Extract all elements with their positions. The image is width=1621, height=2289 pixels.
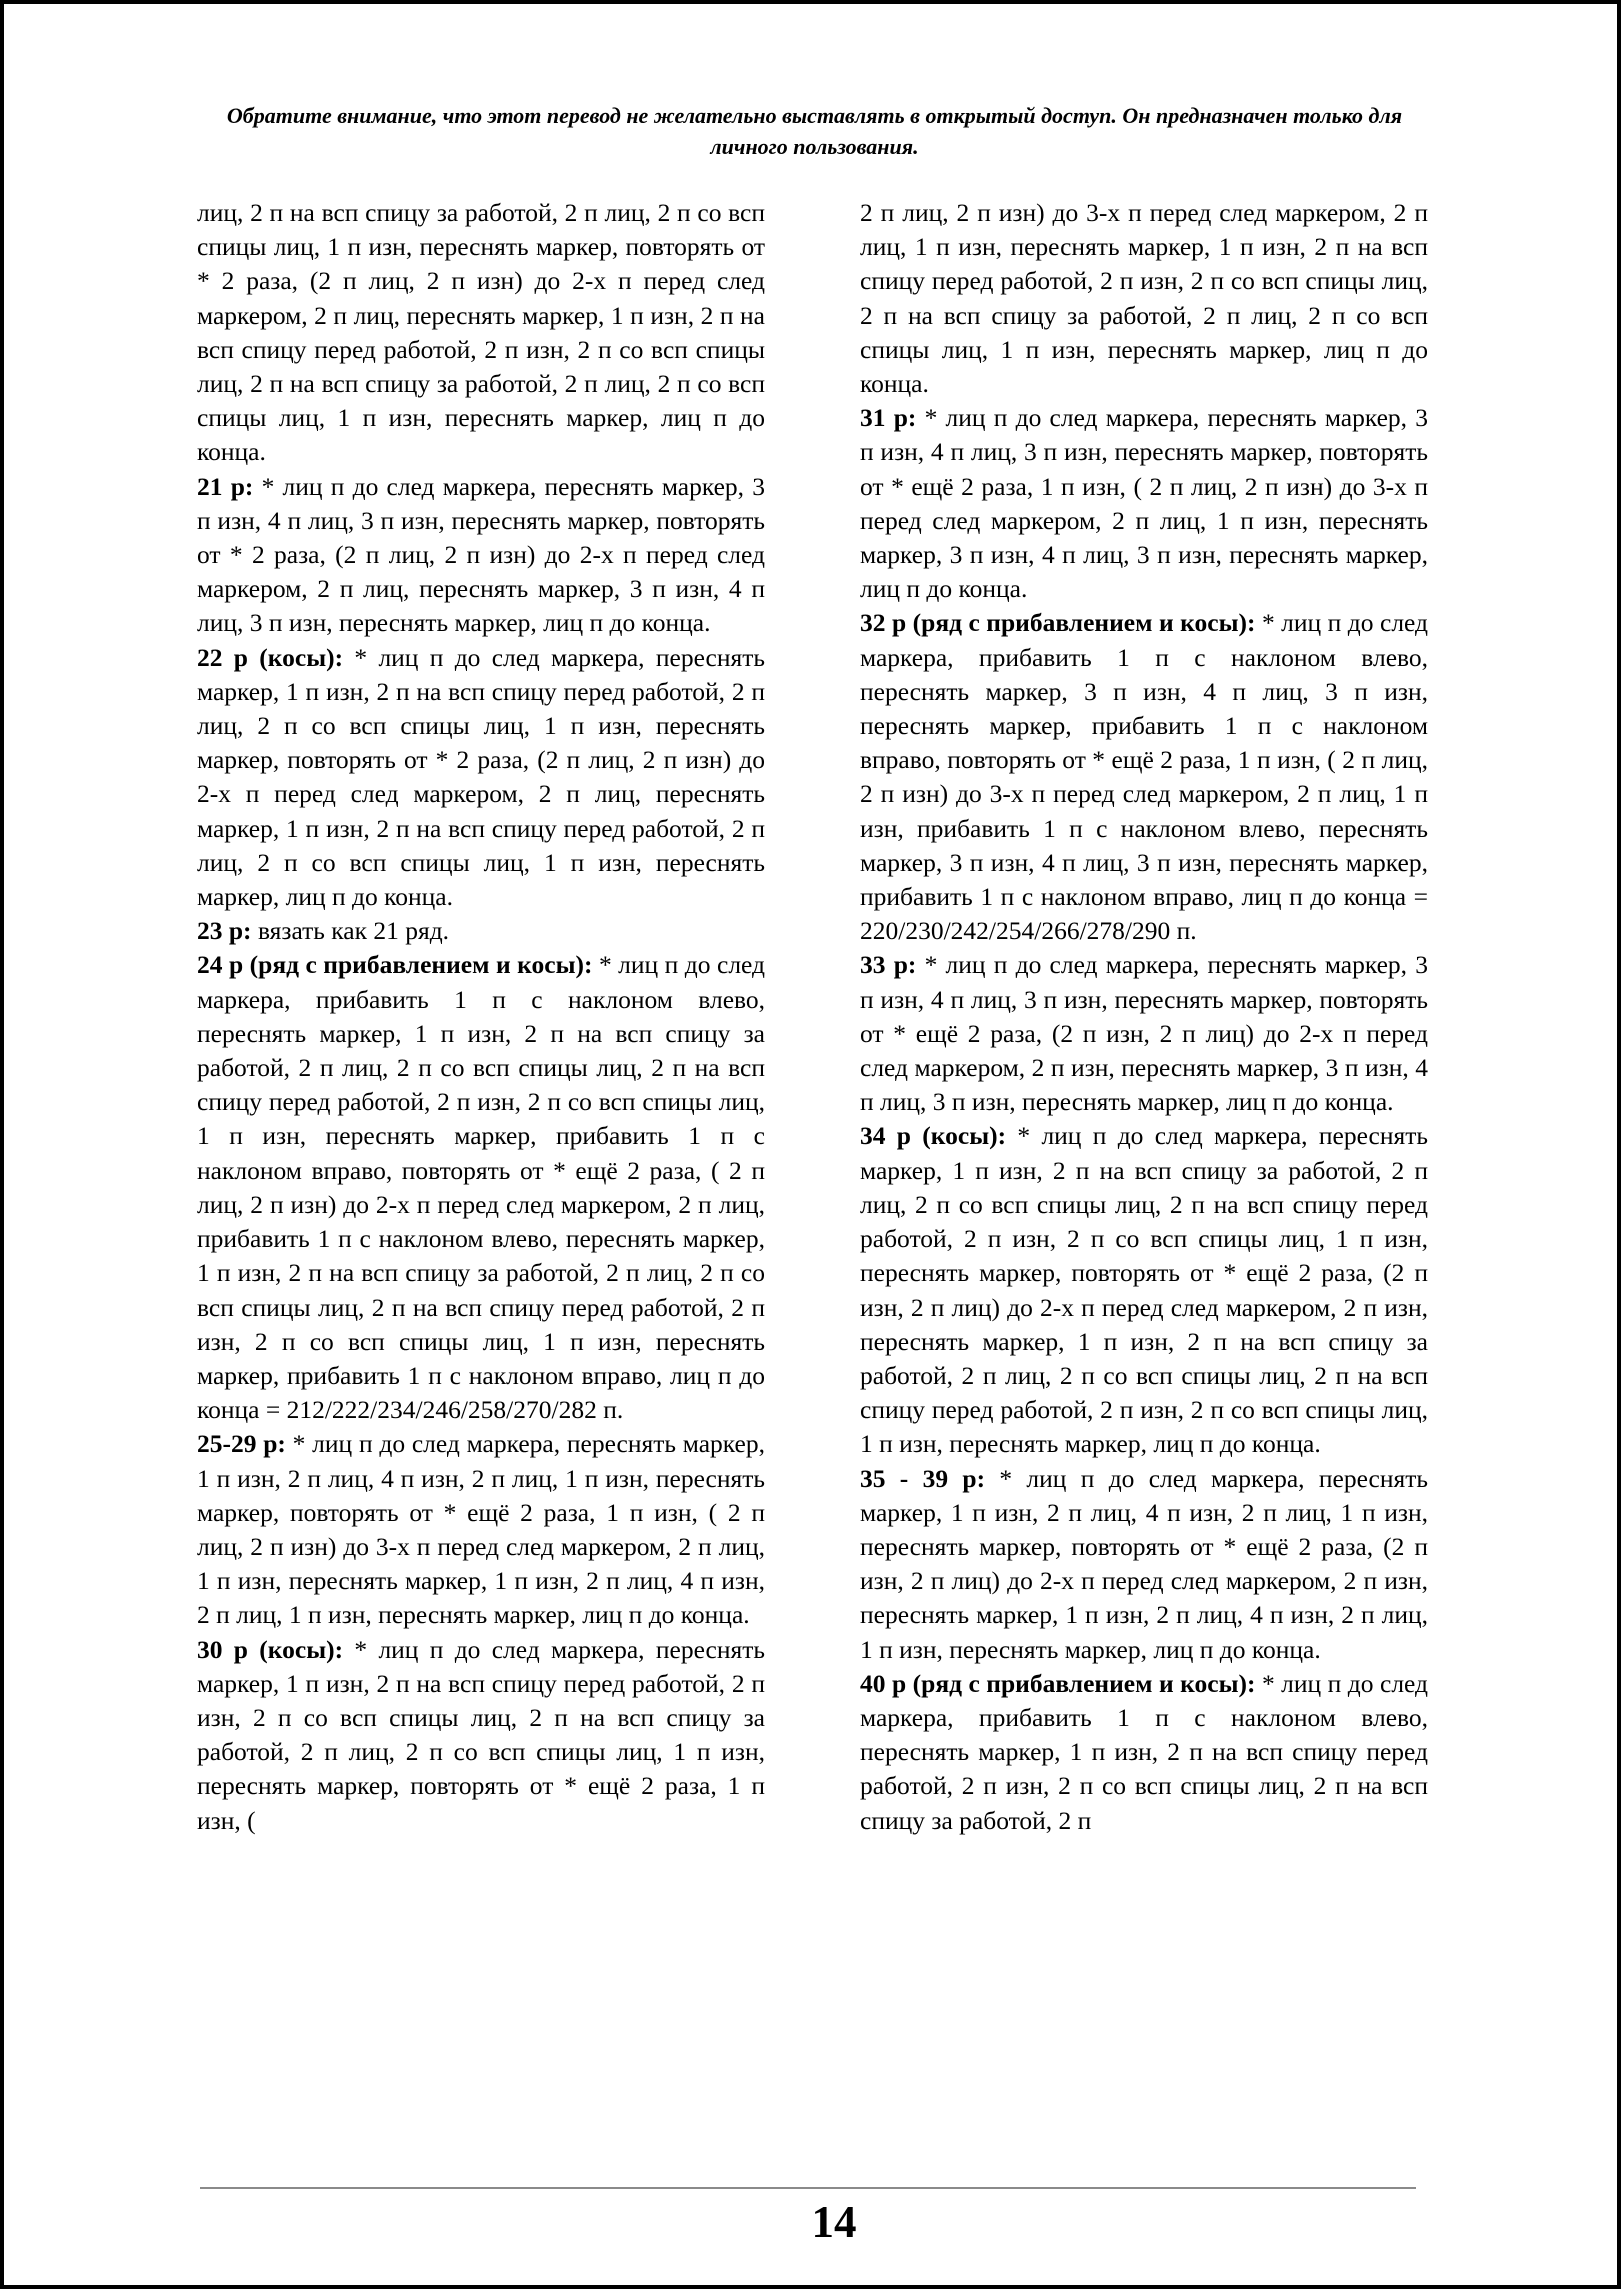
page-number: 14 [811, 2197, 857, 2247]
paragraph [197, 1427, 765, 1632]
paragraph-text: вязать как 21 ряд. [251, 916, 450, 946]
row-label: 34 р (косы): [860, 1121, 1007, 1151]
paragraph [197, 914, 765, 948]
paragraph [197, 948, 765, 1427]
row-label: 40 р (ряд с прибавлением и косы): [860, 1668, 1256, 1698]
paragraph [860, 1462, 1428, 1667]
paragraph [860, 401, 1428, 606]
paragraph-text: * лиц п до след маркера, переснять маркер, 3 п изн, 4 п лиц, 3 п изн, переснять маркер, повторять от * ещё 2 раза, 1 п изн, ( 2 п лиц, 2 п изн) до 3-х п перед след маркером, 2 п лиц, 1 п изн, переснять маркер, 3 п изн, 4 п лиц, 3 п изн, переснять маркер, лиц п до конца. [860, 403, 1429, 604]
header-notice: Обратите внимание, что этот перевод не желательно выставлять в открытый доступ. Он предназначен только для личного пользования. [226, 103, 1403, 159]
left-column [197, 196, 765, 1838]
paragraph-text: * лиц п до след маркера, прибавить 1 п с наклоном влево, переснять маркер, 1 п изн, 2 п на всп спицу за работой, 2 п лиц, 2 п со всп спицы лиц, 2 п на всп спицу перед работой, 2 п изн, 2 п со всп спицы лиц, 1 п изн, переснять маркер, прибавить 1 п с наклоном вправо, повторять от * ещё 2 раза, ( 2 п лиц, 2 п изн) до 2-х п перед след маркером, 2 п лиц, прибавить 1 п с наклоном влево, переснять маркер, 1 п изн, 2 п на всп спицу за работой, 2 п лиц, 2 п со всп спицы лиц, 2 п на всп спицу перед работой, 2 п изн, 2 п со всп спицы лиц, 1 п изн, переснять маркер, прибавить 1 п с наклоном вправо, лиц п до конца = 212/222/234/246/258/270/282 п. [197, 950, 766, 1425]
paragraph-text: * лиц п до след маркера, переснять маркер, 1 п изн, 2 п лиц, 4 п изн, 2 п лиц, 1 п изн, переснять маркер, повторять от * ещё 2 раза, (2 п изн, 2 п лиц) до 2-х п перед след маркером, 2 п изн, переснять маркер, 1 п изн, 2 п лиц, 4 п изн, 2 п лиц, 1 п изн, переснять маркер, лиц п до конца. [860, 1463, 1428, 1664]
paragraph-text: * лиц п до след маркера, переснять маркер, 3 п изн, 4 п лиц, 3 п изн, переснять маркер, повторять от * 2 раза, (2 п лиц, 2 п изн) до 2-х п перед след маркером, 2 п лиц, переснять маркер, 3 п изн, 4 п лиц, 3 п изн, переснять маркер, лиц п до конца. [197, 471, 766, 638]
row-label: 32 р (ряд с прибавлением и косы): [860, 608, 1256, 638]
row-label: 33 р: [860, 950, 917, 980]
paragraph-text: * лиц п до след маркера, переснять маркер, 1 п изн, 2 п на всп спицу перед работой, 2 п изн, 2 п со всп спицы лиц, 2 п на всп спицу за работой, 2 п лиц, 2 п со всп спицы лиц, 1 п изн, переснять маркер, повторять от * ещё 2 раза, 1 п изн, ( [197, 1634, 765, 1835]
paragraph [860, 196, 1428, 401]
row-label: 21 р: [197, 471, 254, 501]
paragraph [860, 1119, 1428, 1461]
row-label: 30 р (косы): [197, 1634, 344, 1664]
row-label: 31 р: [860, 403, 917, 433]
row-label: 23 р: [197, 916, 252, 946]
row-label: 24 р (ряд с прибавлением и косы): [197, 950, 593, 980]
footer-divider [200, 2187, 1416, 2189]
paragraph-text: * лиц п до след маркера, прибавить 1 п с наклоном влево, переснять маркер, 1 п изн, 2 п на всп спицу перед работой, 2 п изн, 2 п со всп спицы лиц, 2 п на всп спицу за работой, 2 п [860, 1668, 1429, 1835]
paragraph [860, 606, 1428, 948]
paragraph [197, 196, 765, 470]
paragraph-text: лиц, 2 п на всп спицу за работой, 2 п лиц, 2 п со всп спицы лиц, 1 п изн, переснять маркер, повторять от * 2 раза, (2 п лиц, 2 п изн) до 2-х п перед след маркером, 2 п лиц, переснять маркер, 1 п изн, 2 п на всп спицу перед работой, 2 п изн, 2 п со всп спицы лиц, 2 п на всп спицу за работой, 2 п лиц, 2 п со всп спицы лиц, 1 п изн, переснять маркер, лиц п до конца. [197, 198, 765, 467]
paragraph [197, 641, 765, 915]
row-label: 25-29 р: [197, 1429, 286, 1459]
paragraph [860, 948, 1428, 1119]
paragraph [197, 470, 765, 641]
paragraph-text: * лиц п до след маркера, переснять маркер, 1 п изн, 2 п на всп спицу перед работой, 2 п лиц, 2 п со всп спицы лиц, 1 п изн, переснять маркер, повторять от * 2 раза, (2 п лиц, 2 п изн) до 2-х п перед след маркером, 2 п лиц, переснять маркер, 1 п изн, 2 п на всп спицу перед работой, 2 п лиц, 2 п со всп спицы лиц, 1 п изн, переснять маркер, лиц п до конца. [197, 642, 765, 912]
row-label: 35 - 39 р: [860, 1463, 986, 1493]
paragraph-text: * лиц п до след маркера, переснять маркер, 1 п изн, 2 п лиц, 4 п изн, 2 п лиц, 1 п изн, переснять маркер, повторять от * ещё 2 раза, 1 п изн, ( 2 п лиц, 2 п изн) до 3-х п перед след маркером, 2 п лиц, 1 п изн, переснять маркер, 1 п изн, 2 п лиц, 4 п изн, 2 п лиц, 1 п изн, переснять маркер, лиц п до конца. [197, 1429, 765, 1630]
row-label: 22 р (косы): [197, 642, 344, 672]
right-column [860, 196, 1428, 1838]
paragraph [860, 1667, 1428, 1838]
paragraph [197, 1633, 765, 1838]
paragraph-text: * лиц п до след маркера, переснять маркер, 3 п изн, 4 п лиц, 3 п изн, переснять маркер, повторять от * ещё 2 раза, (2 п изн, 2 п лиц) до 2-х п перед след маркером, 2 п изн, переснять маркер, 3 п изн, 4 п лиц, 3 п изн, переснять маркер, лиц п до конца. [860, 950, 1429, 1117]
paragraph-text: 2 п лиц, 2 п изн) до 3-х п перед след маркером, 2 п лиц, 1 п изн, переснять маркер, 1 п изн, 2 п на всп спицу перед работой, 2 п изн, 2 п со всп спицы лиц, 2 п на всп спицу за работой, 2 п лиц, 2 п со всп спицы лиц, 1 п изн, переснять маркер, лиц п до конца. [860, 198, 1428, 399]
paragraph-text: * лиц п до след маркера, переснять маркер, 1 п изн, 2 п на всп спицу за работой, 2 п лиц, 2 п со всп спицы лиц, 2 п на всп спицу перед работой, 2 п изн, 2 п со всп спицы лиц, 1 п изн, переснять маркер, повторять от * ещё 2 раза, (2 п изн, 2 п лиц) до 2-х п перед след маркером, 2 п изн, переснять маркер, 1 п изн, 2 п на всп спицу за работой, 2 п лиц, 2 п со всп спицы лиц, 2 п на всп спицу перед работой, 2 п изн, 2 п со всп спицы лиц, 1 п изн, переснять маркер, лиц п до конца. [860, 1121, 1428, 1459]
paragraph-text: * лиц п до след маркера, прибавить 1 п с наклоном влево, переснять маркер, 3 п изн, 4 п лиц, 3 п изн, переснять маркер, прибавить 1 п с наклоном вправо, повторять от * ещё 2 раза, 1 п изн, ( 2 п лиц, 2 п изн) до 3-х п перед след маркером, 2 п лиц, 1 п изн, прибавить 1 п с наклоном влево, переснять маркер, 3 п изн, 4 п лиц, 3 п изн, переснять маркер, прибавить 1 п с наклоном вправо, лиц п до конца = 220/230/242/254/266/278/290 п. [860, 608, 1429, 946]
